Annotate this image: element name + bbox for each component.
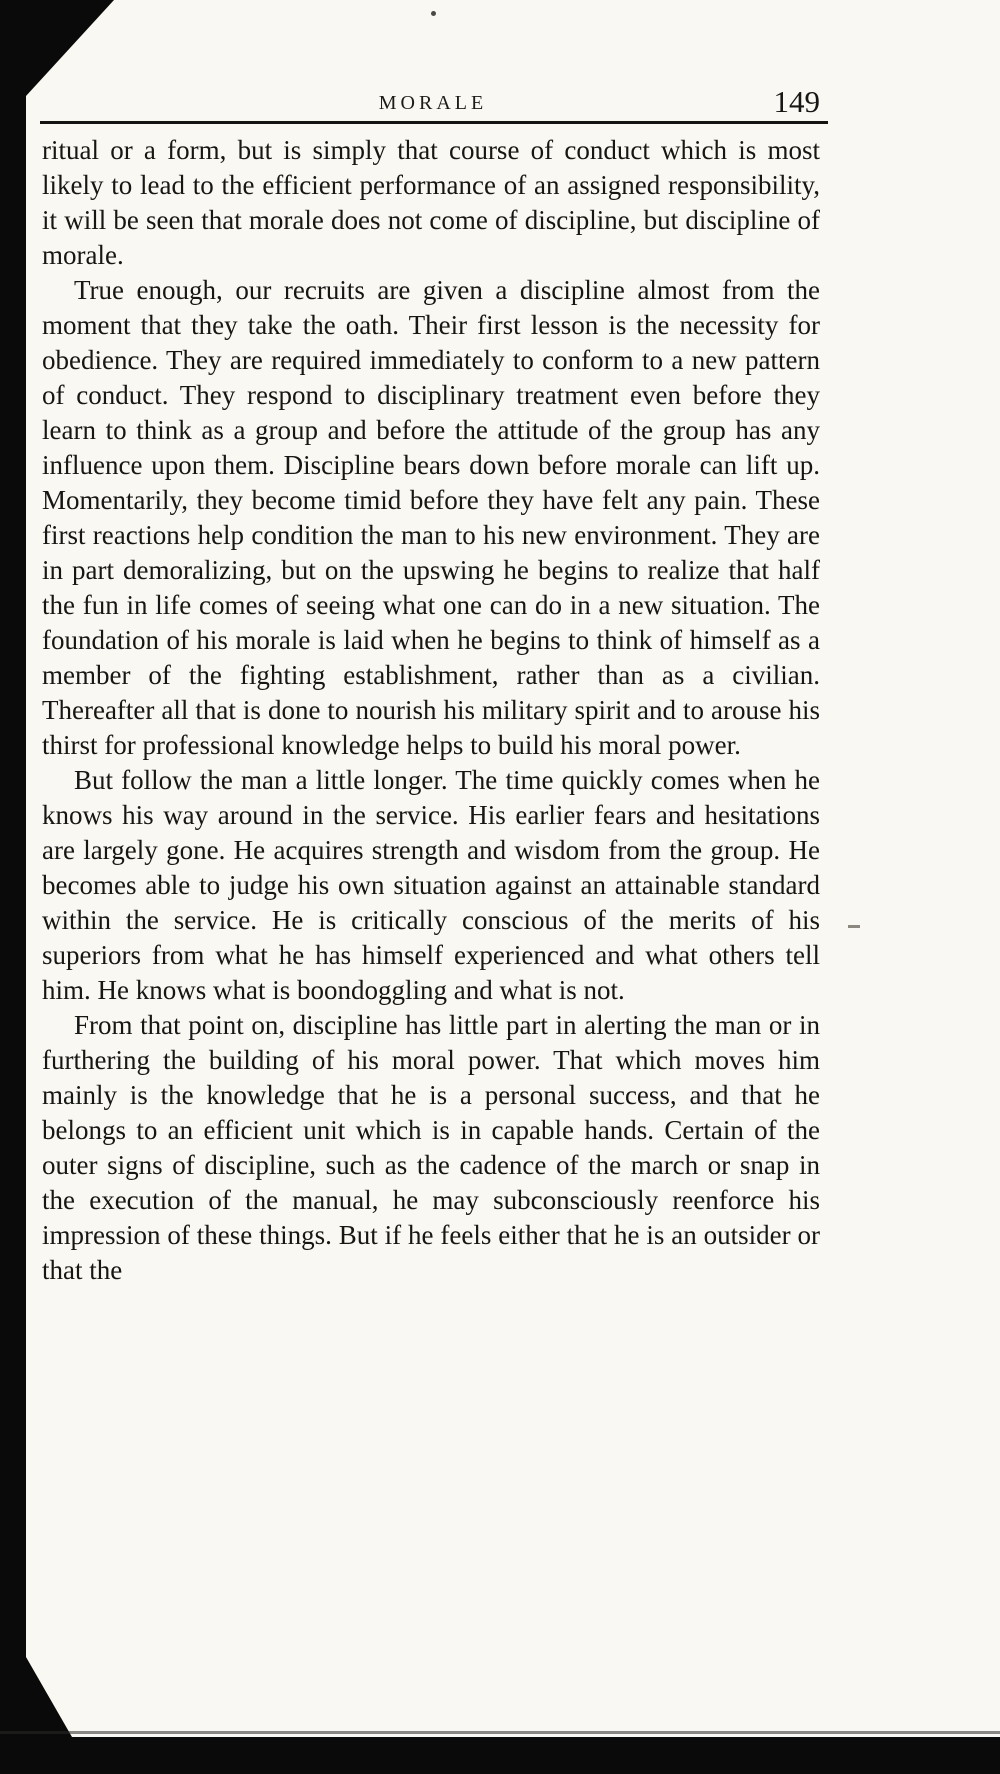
paragraph: True enough, our recruits are given a discipline almost from the moment that they take the oath. Their first lesson is the necessity for obedience. They are required immediately to conform to a new pattern of conduct. They respond to disciplinary treatment even before they learn to think as a group and before the attitude of the group has any influence upon them. Discipline bears down before morale can lift up. Momentarily, they become timid before they have felt any pain. These first reactions help condition the man to his new environment. They are in part demoralizing, but on the upswing he begins to realize that half the fun in life comes of seeing what one can do in a new situation. The foundation of his morale is laid when he begins to think of himself as a member of the fighting establishment, rather than as a civilian. Thereafter all that is done to nourish his military spirit and to arouse his thirst for professional knowledge helps to build his moral power. [42, 275, 820, 760]
scan-edge-left [0, 0, 26, 1774]
body-text [42, 133, 820, 1288]
page-header [42, 84, 824, 118]
scan-edge-bottom-shadow [0, 1731, 1000, 1734]
paragraph: From that point on, discipline has little part in alerting the man or in furthering the building of his moral power. That which moves him mainly is the knowledge that he is a personal success, and that he belongs to an efficient unit which is in capable hands. Certain of the outer signs of discipline, such as the cadence of the march or snap in the execution of the manual, he may subconsciously reenforce his impression of these things. But if he feels either that he is an outsider or that the [42, 1010, 820, 1285]
paragraph: But follow the man a little longer. The time quickly comes when he knows his way around in the service. His earlier fears and hesitations are largely gone. He acquires strength and wisdom from the group. He becomes able to judge his own situation against an attainable standard within the service. He is critically conscious of the merits of his superiors from what he has himself experienced and what others tell him. He knows what is boondoggling and what is not. [42, 765, 820, 1005]
scan-corner-top-left [26, 0, 114, 96]
running-head: MORALE [378, 92, 488, 114]
paragraph: ritual or a form, but is simply that course of conduct which is most likely to lead to the efficient performance of an assigned responsibility, it will be seen that morale does not come of discipline, but discipline of morale. [42, 135, 820, 270]
scan-corner-bottom-left [26, 1657, 72, 1737]
scan-edge-bottom [0, 1737, 1000, 1774]
page-number: 149 [773, 84, 820, 119]
header-rule [40, 121, 828, 124]
scan-artifact-dash [848, 925, 860, 928]
scan-speck [431, 11, 436, 16]
